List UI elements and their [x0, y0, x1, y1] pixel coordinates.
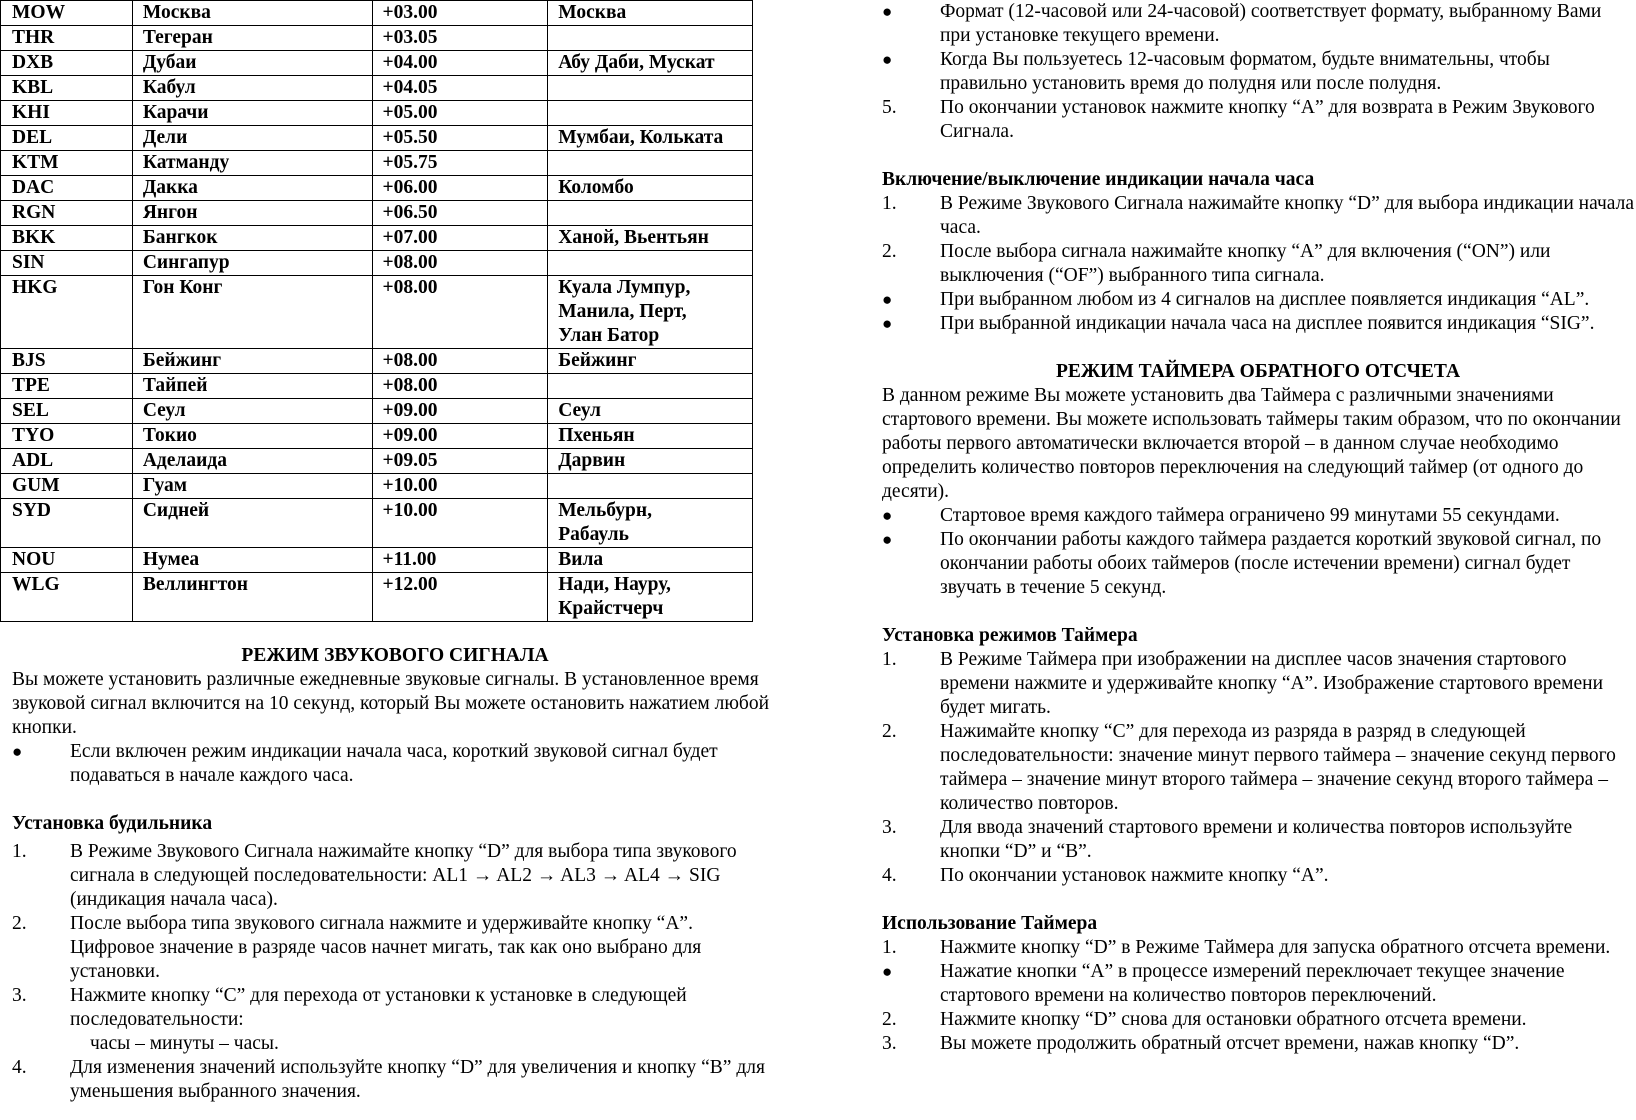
timezone-city-cell: Кабул: [132, 76, 372, 101]
timezone-other-cell: Мельбурн, Рабауль: [548, 499, 753, 548]
alarm-section-title: РЕЖИМ ЗВУКОВОГО СИГНАЛА: [241, 645, 549, 666]
timezone-other-cell: [548, 26, 753, 51]
timezone-code-cell: THR: [1, 26, 133, 51]
table-row: [1, 201, 753, 226]
chime-step-1: [882, 192, 1634, 240]
timezone-other-cell: Абу Даби, Мускат: [548, 51, 753, 76]
timezone-offset-cell: +03.05: [372, 26, 548, 51]
step-text: В Режиме Таймера при изображении на дисплее часов значения стартового времени нажмите и удерживайте кнопку “А”. Изображение стартового времени будет мигать.: [940, 649, 1603, 718]
table-row: [1, 251, 753, 276]
timezone-city-cell: Катманду: [132, 151, 372, 176]
bullet-icon: ●: [882, 2, 893, 21]
timezone-code-cell: SYD: [1, 499, 133, 548]
table-row: [1, 499, 753, 548]
timezone-offset-cell: +06.50: [372, 201, 548, 226]
timezone-offset-cell: +11.00: [372, 548, 548, 573]
timezone-other-cell: Сеул: [548, 399, 753, 424]
bullet-text: Когда Вы пользуетесь 12-часовым форматом, будьте внимательны, чтобы правильно установить время до полудня или после полудня.: [940, 49, 1550, 94]
timezone-offset-cell: +07.00: [372, 226, 548, 251]
step-number: 1.: [882, 937, 897, 958]
timezone-offset-cell: +08.00: [372, 251, 548, 276]
bullet-icon: ●: [882, 962, 893, 981]
timezone-offset-cell: +08.00: [372, 276, 548, 349]
timezone-other-cell: [548, 76, 753, 101]
step-text: Нажимайте кнопку “С” для перехода из разряда в разряд в следующей последовательности: значение минут первого таймера – значение секунд первого таймера – значение минут второго таймера – значение секунд второго таймера – количество повторов.: [940, 721, 1616, 814]
step-text: По окончании установок нажмите кнопку “А” для возврата в Режим Звукового Сигнала.: [940, 97, 1595, 142]
timezone-other-cell: Коломбо: [548, 176, 753, 201]
step-number: 2.: [12, 913, 27, 934]
timer-step-1: [882, 648, 1634, 720]
timer-setup-heading: Установка режимов Таймера: [882, 625, 1138, 646]
timezone-other-cell: Нади, Науру, Крайстчерч: [548, 573, 753, 622]
timezone-city-cell: Веллингтон: [132, 573, 372, 622]
alarm-step-1: [12, 840, 772, 912]
timezone-city-cell: Дели: [132, 126, 372, 151]
timezone-city-cell: Тайпей: [132, 374, 372, 399]
timezone-offset-cell: +08.00: [372, 374, 548, 399]
alarm-bullet: [12, 740, 772, 788]
bullet-text: Стартовое время каждого таймера ограничено 99 минутами 55 секундами.: [940, 505, 1560, 526]
timer-step-2: [882, 720, 1634, 816]
timezone-other-cell: Вила: [548, 548, 753, 573]
timezone-other-cell: Москва: [548, 1, 753, 26]
timezone-city-cell: Янгон: [132, 201, 372, 226]
timezone-other-cell: [548, 474, 753, 499]
step-text: Нажмите кнопку “С” для перехода от установки к установке в следующей последовательности:: [70, 985, 687, 1030]
bullet-text: При выбранном любом из 4 сигналов на дисплее появляется индикация “AL”.: [940, 289, 1590, 310]
timer-use-step-2: [882, 1008, 1634, 1032]
timezone-offset-cell: +03.00: [372, 1, 548, 26]
timer-step-4: [882, 864, 1634, 888]
timezone-offset-cell: +06.00: [372, 176, 548, 201]
step-text: После выбора типа звукового сигнала нажмите и удерживайте кнопку “А”. Цифровое значение в разряде часов начнет мигать, так как оно выбрано для установки.: [70, 913, 702, 982]
table-row: [1, 176, 753, 201]
step-text: В Режиме Звукового Сигнала нажимайте кнопку “D” для выбора индикации начала часа.: [940, 193, 1634, 238]
timezone-other-cell: [548, 201, 753, 226]
step-sequence: часы – минуты – часы.: [90, 1033, 279, 1054]
bullet-icon: ●: [12, 742, 23, 761]
step-text: После выбора сигнала нажимайте кнопку “А” для включения (“ON”) или выключения (“OF”) выбранного типа сигнала.: [940, 241, 1551, 286]
table-row: [1, 226, 753, 251]
timezone-code-cell: BJS: [1, 349, 133, 374]
timezone-offset-cell: +10.00: [372, 474, 548, 499]
timezone-offset-cell: +05.75: [372, 151, 548, 176]
step-number: 3.: [12, 985, 27, 1006]
timezone-city-cell: Нумеа: [132, 548, 372, 573]
step-number: 1.: [882, 193, 897, 214]
timezone-table: [0, 0, 753, 622]
step-number: 1.: [12, 841, 27, 862]
timezone-offset-cell: +09.00: [372, 399, 548, 424]
timezone-other-cell: [548, 374, 753, 399]
step-number: 4.: [882, 865, 897, 886]
step-text: В Режиме Звукового Сигнала нажимайте кнопку “D” для выбора типа звукового сигнала в следующей последовательности: AL1 → AL2 → AL3 → AL4 → SIG (индикация начала часа).: [70, 841, 737, 910]
timer-use-heading: Использование Таймера: [882, 913, 1098, 934]
timezone-code-cell: TPE: [1, 374, 133, 399]
timezone-other-cell: Куала Лумпур, Манила, Перт, Улан Батор: [548, 276, 753, 349]
step-number: 3.: [882, 1033, 897, 1054]
table-row: [1, 399, 753, 424]
timezone-city-cell: Гуам: [132, 474, 372, 499]
timer-section-title: РЕЖИМ ТАЙМЕРА ОБРАТНОГО ОТСЧЕТА: [1055, 361, 1461, 382]
alarm-step-5: [882, 96, 1634, 144]
chime-step-2: [882, 240, 1634, 288]
timezone-code-cell: RGN: [1, 201, 133, 226]
timezone-code-cell: SIN: [1, 251, 133, 276]
timezone-code-cell: NOU: [1, 548, 133, 573]
step-text: Нажмите кнопку “D” снова для остановки обратного отсчета времени.: [940, 1009, 1527, 1030]
table-row: [1, 374, 753, 399]
timezone-code-cell: MOW: [1, 1, 133, 26]
timer-bullet-2: [882, 528, 1634, 600]
right-column: [882, 0, 1634, 1056]
timezone-city-cell: Бангкок: [132, 226, 372, 251]
bullet-text: Нажатие кнопки “А” в процессе измерений переключает текущее значение стартового времени на количество повторов переключений.: [940, 961, 1565, 1006]
timer-bullet-1: [882, 504, 1634, 528]
table-row: [1, 573, 753, 622]
timezone-city-cell: Москва: [132, 1, 372, 26]
timezone-city-cell: Дакка: [132, 176, 372, 201]
timezone-other-cell: Бейжинг: [548, 349, 753, 374]
timezone-offset-cell: +09.00: [372, 424, 548, 449]
alarm-intro: Вы можете установить различные ежедневные звуковые сигналы. В установленное время звуковой сигнал включится на 10 секунд, который Вы можете остановить нажатием любой кнопки.: [12, 669, 770, 738]
step-number: 4.: [12, 1057, 27, 1078]
timezone-other-cell: [548, 251, 753, 276]
alarm-step-2: [12, 912, 772, 984]
table-row: [1, 1, 753, 26]
bullet-icon: ●: [882, 506, 893, 525]
bullet-icon: ●: [882, 530, 893, 549]
timezone-table-body: [1, 1, 753, 622]
timezone-other-cell: [548, 151, 753, 176]
step-number: 5.: [882, 97, 897, 118]
bullet-text: Формат (12-часовой или 24-часовой) соответствует формату, выбранному Вами при установке текущего времени.: [940, 1, 1602, 46]
timer-use-step-1: [882, 936, 1634, 960]
timezone-city-cell: Сеул: [132, 399, 372, 424]
alarm-bullet-text: Если включен режим индикации начала часа, короткий звуковой сигнал будет подаваться в начале каждого часа.: [70, 741, 718, 786]
timezone-offset-cell: +05.00: [372, 101, 548, 126]
timezone-code-cell: BKK: [1, 226, 133, 251]
table-row: [1, 101, 753, 126]
timezone-code-cell: TYO: [1, 424, 133, 449]
timezone-offset-cell: +09.05: [372, 449, 548, 474]
timezone-city-cell: Дубаи: [132, 51, 372, 76]
timer-intro: В данном режиме Вы можете установить два Таймера с различными значениями стартового времени. Вы можете использовать таймеры таким образом, что по окончании работы первого автоматически включается второй – в данном случае необходимо определить количество повторов переключения на следующий таймер (от одного до десяти).: [882, 385, 1621, 502]
timezone-code-cell: GUM: [1, 474, 133, 499]
chime-bullet-1: [882, 288, 1634, 312]
step-text: По окончании установок нажмите кнопку “А”.: [940, 865, 1329, 886]
table-row: [1, 424, 753, 449]
timezone-other-cell: Ханой, Вьентьян: [548, 226, 753, 251]
step-number: 1.: [882, 649, 897, 670]
format-bullet-2: [882, 48, 1634, 96]
step-text: Для изменения значений используйте кнопку “D” для увеличения и кнопку “В” для уменьшения выбранного значения.: [70, 1057, 765, 1102]
timezone-city-cell: Аделаида: [132, 449, 372, 474]
table-row: [1, 151, 753, 176]
bullet-text: По окончании работы каждого таймера раздается короткий звуковой сигнал, по окончании работы обоих таймеров (после истечении времени) сигнал будет звучать в течение 5 секунд.: [940, 529, 1602, 598]
chime-bullet-2: [882, 312, 1634, 336]
format-bullet-1: [882, 0, 1634, 48]
table-row: [1, 276, 753, 349]
alarm-step-3: [12, 984, 772, 1056]
timezone-code-cell: KBL: [1, 76, 133, 101]
timezone-code-cell: KTM: [1, 151, 133, 176]
timezone-offset-cell: +08.00: [372, 349, 548, 374]
table-row: [1, 449, 753, 474]
alarm-step-4: [12, 1056, 772, 1104]
step-number: 2.: [882, 721, 897, 742]
chime-heading: Включение/выключение индикации начала часа: [882, 169, 1315, 190]
timezone-other-cell: [548, 101, 753, 126]
timezone-city-cell: Сидней: [132, 499, 372, 548]
timezone-city-cell: Гон Конг: [132, 276, 372, 349]
timer-use-step-3: [882, 1032, 1634, 1056]
table-row: [1, 76, 753, 101]
step-text: Вы можете продолжить обратный отсчет времени, нажав кнопку “D”.: [940, 1033, 1520, 1054]
timezone-city-cell: Бейжинг: [132, 349, 372, 374]
timezone-city-cell: Сингапур: [132, 251, 372, 276]
step-number: 2.: [882, 1009, 897, 1030]
timezone-code-cell: HKG: [1, 276, 133, 349]
timezone-other-cell: Дарвин: [548, 449, 753, 474]
timezone-code-cell: WLG: [1, 573, 133, 622]
table-row: [1, 51, 753, 76]
table-row: [1, 26, 753, 51]
timezone-offset-cell: +10.00: [372, 499, 548, 548]
alarm-setup-heading: Установка будильника: [12, 813, 213, 834]
table-row: [1, 349, 753, 374]
timezone-offset-cell: +04.05: [372, 76, 548, 101]
timezone-other-cell: Мумбаи, Кольката: [548, 126, 753, 151]
timezone-code-cell: DXB: [1, 51, 133, 76]
timezone-code-cell: SEL: [1, 399, 133, 424]
timezone-offset-cell: +12.00: [372, 573, 548, 622]
bullet-icon: ●: [882, 290, 893, 309]
timezone-other-cell: Пхеньян: [548, 424, 753, 449]
timezone-code-cell: ADL: [1, 449, 133, 474]
timer-use-bullet: [882, 960, 1634, 1008]
step-text: Нажмите кнопку “D” в Режиме Таймера для запуска обратного отсчета времени.: [940, 937, 1611, 958]
timer-step-3: [882, 816, 1634, 864]
timezone-offset-cell: +05.50: [372, 126, 548, 151]
left-column: [0, 0, 790, 1104]
step-text: Для ввода значений стартового времени и количества повторов используйте кнопки “D” и “В”.: [940, 817, 1573, 862]
bullet-icon: ●: [882, 314, 893, 333]
bullet-icon: ●: [882, 50, 893, 69]
table-row: [1, 474, 753, 499]
timezone-code-cell: KHI: [1, 101, 133, 126]
timezone-code-cell: DEL: [1, 126, 133, 151]
timezone-offset-cell: +04.00: [372, 51, 548, 76]
step-number: 2.: [882, 241, 897, 262]
step-number: 3.: [882, 817, 897, 838]
timezone-code-cell: DAC: [1, 176, 133, 201]
timezone-city-cell: Карачи: [132, 101, 372, 126]
table-row: [1, 548, 753, 573]
timezone-city-cell: Токио: [132, 424, 372, 449]
timezone-city-cell: Тегеран: [132, 26, 372, 51]
bullet-text: При выбранной индикации начала часа на дисплее появится индикация “SIG”.: [940, 313, 1595, 334]
table-row: [1, 126, 753, 151]
